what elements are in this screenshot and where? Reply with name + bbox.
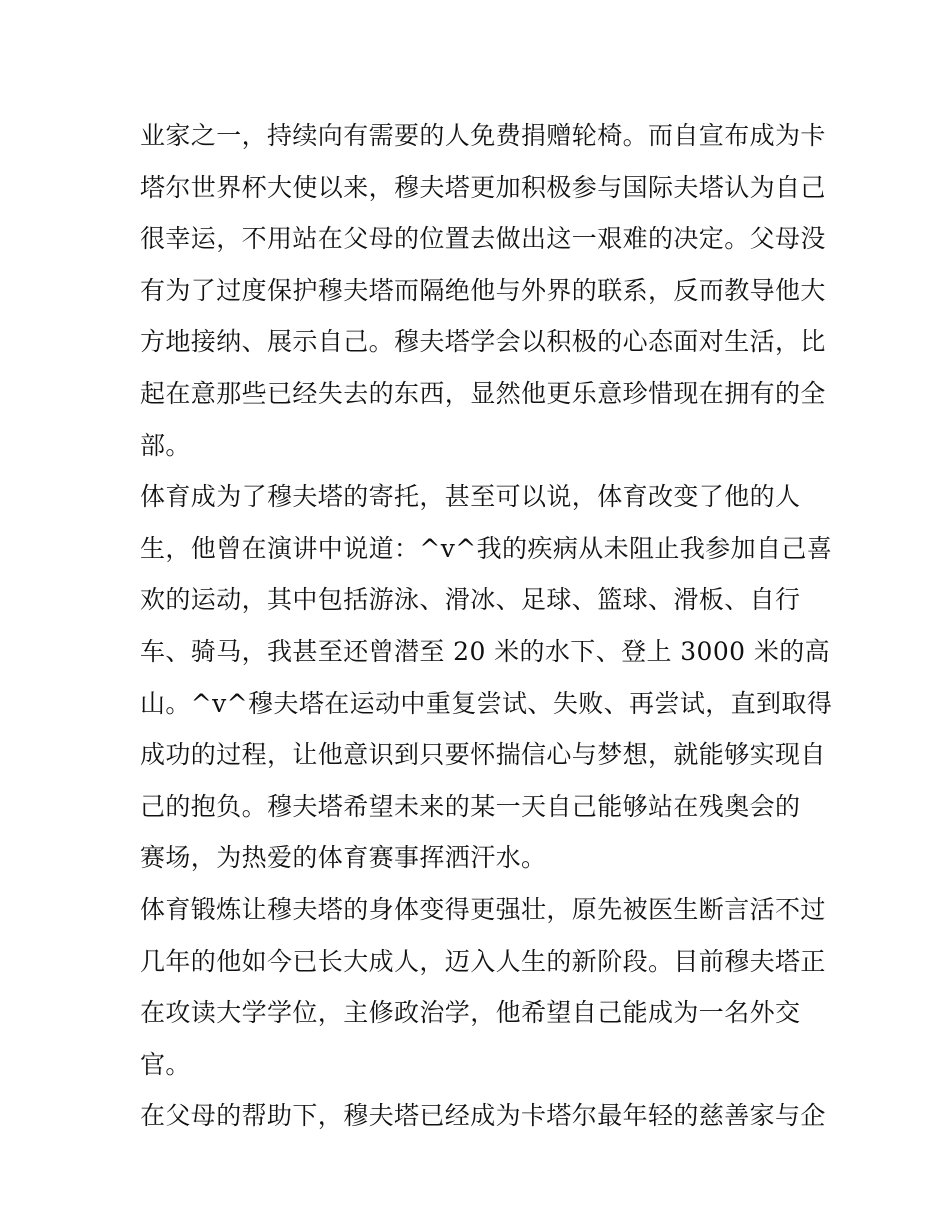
- text-line: 体育成为了穆夫塔的寄托，甚至可以说，体育改变了他的人: [140, 482, 801, 512]
- document-text: [140, 110, 833, 1142]
- text-line: 塔尔世界杯大使以来，穆夫塔更加积极参与国际夫塔认为自己: [140, 172, 826, 202]
- text-line: 有为了过度保护穆夫塔而隔绝他与外界的联系，反而教导他大: [140, 275, 826, 305]
- text-line: 官。: [140, 1049, 191, 1079]
- text-line: 生，他曾在演讲中说道：^v^我的疾病从未阻止我参加自己喜: [140, 533, 833, 563]
- text-line: 体育锻炼让穆夫塔的身体变得更强壮，原先被医生断言活不过: [140, 894, 826, 924]
- text-line: 几年的他如今已长大成人，迈入人生的新阶段。目前穆夫塔正: [140, 946, 826, 976]
- text-line: 起在意那些已经失去的东西，显然他更乐意珍惜现在拥有的全: [140, 378, 826, 408]
- text-line: 成功的过程，让他意识到只要怀揣信心与梦想，就能够实现自: [140, 740, 826, 770]
- text-line: 方地接纳、展示自己。穆夫塔学会以积极的心态面对生活，比: [140, 327, 826, 357]
- text-line: 车、骑马，我甚至还曾潜至 20 米的水下、登上 3000 米的高: [140, 636, 831, 666]
- text-line: 部。: [140, 430, 191, 460]
- text-line: 很幸运，不用站在父母的位置去做出这一艰难的决定。父母没: [140, 224, 826, 254]
- text-line: 欢的运动，其中包括游泳、滑冰、足球、篮球、滑板、自行: [140, 585, 801, 615]
- text-line: 赛场，为热爱的体育赛事挥洒汗水。: [140, 843, 547, 873]
- text-line: 业家之一，持续向有需要的人免费捐赠轮椅。而自宣布成为卡: [140, 121, 826, 150]
- text-line: 己的抱负。穆夫塔希望未来的某一天自己能够站在残奥会的: [140, 791, 801, 821]
- text-line: 在父母的帮助下，穆夫塔已经成为卡塔尔最年轻的慈善家与企: [140, 1101, 826, 1131]
- text-line: 在攻读大学学位，主修政治学，他希望自己能成为一名外交: [140, 998, 801, 1028]
- text-line: 山。^v^穆夫塔在运动中重复尝试、失败、再尝试，直到取得: [140, 688, 833, 718]
